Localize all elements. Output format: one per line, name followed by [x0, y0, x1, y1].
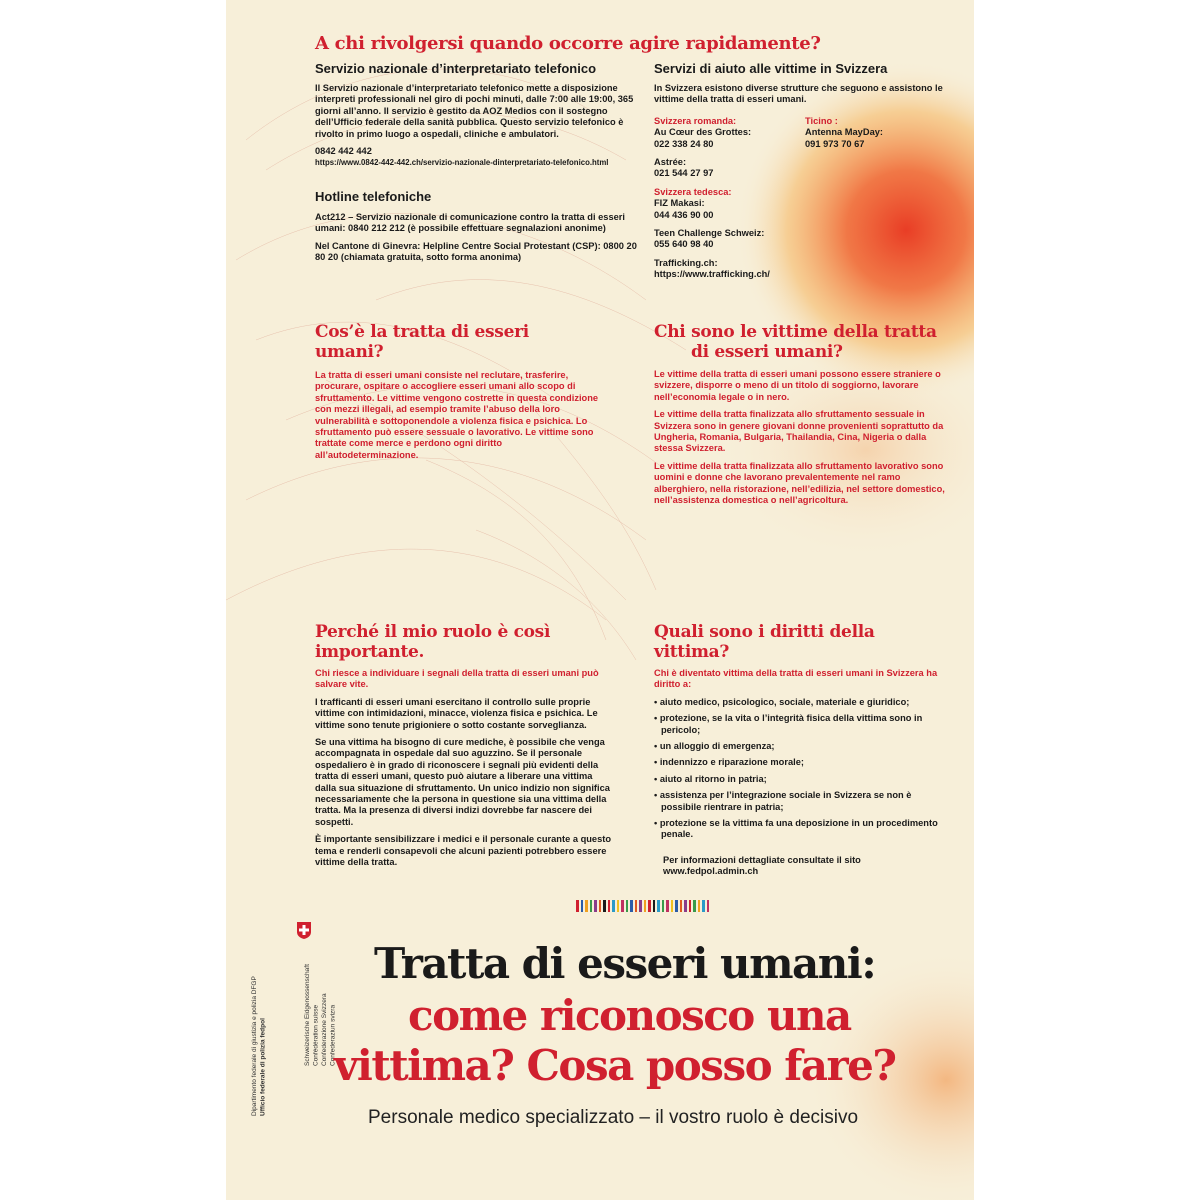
rights-more-url[interactable]: www.fedpol.admin.ch — [663, 866, 759, 877]
role-p1: I trafficanti di esseri umani esercitano il controllo sulle proprie vittime con intimidazioni, minacce, violenza fisica e psichica. Le vittime sono tenute prigioniere o sotto costante sorveglianza. — [315, 696, 598, 730]
hotline-section — [315, 189, 645, 270]
header-title: A chi rivolgersi quando occorre agire rapidamente? — [315, 33, 821, 54]
victim-services-grid — [654, 116, 954, 281]
federal-department: Dipartimento federale di giustizia e polizia DFGP — [251, 976, 258, 1116]
color-stripe-bar — [576, 900, 710, 912]
who-victims-p2: Le vittime della tratta finalizzata allo sfruttamento sessuale in Svizzera sono in genere giovani donne provenienti soprattutto da Ungheria, Romania, Bulgaria, Thailandia, Cina, Nigeria o dalla stessa Svizzera. — [654, 409, 944, 454]
hotline-geneva: Nel Cantone di Ginevra: Helpline Centre Social Protestant (CSP): 0800 20 80 20 (chiamata gratuita, sotto forma anonima) — [315, 240, 637, 263]
trafficking-name: Trafficking.ch: — [654, 257, 718, 268]
main-title-line3: vittima? Cosa posso fare? — [334, 1041, 896, 1090]
rights-section — [654, 622, 949, 878]
poster — [226, 0, 974, 1200]
who-victims-section — [654, 322, 954, 512]
romanda-label: Svizzera romanda: — [654, 115, 737, 126]
victim-services-section — [654, 61, 954, 281]
astree-phone: 021 544 27 97 — [654, 168, 714, 179]
fiz-phone: 044 436 90 00 — [654, 209, 714, 220]
hotline-act212: Act212 – Servizio nazionale di comunicazione contro la tratta di esseri umani: 0840 212 212 (è possibile effettuare segnalazioni anonime) — [315, 212, 625, 234]
stripe-group — [576, 900, 709, 912]
fiz-name: FIZ Makasi: — [654, 198, 705, 209]
hotline-heading: Hotline telefoniche — [315, 189, 432, 204]
federal-office: Ufficio federale di polizia fedpol — [259, 1018, 267, 1116]
rights-lead: Chi è diventato vittima della tratta di esseri umani in Svizzera ha diritto a: — [654, 668, 938, 690]
trafficking-url[interactable]: https://www.trafficking.ch/ — [654, 269, 770, 280]
who-victims-heading-line1: Chi sono le vittime della tratta — [654, 322, 937, 342]
mayday-name: Antenna MayDay: — [805, 127, 884, 138]
rights-item: • aiuto al ritorno in patria; — [654, 773, 767, 784]
coeur-phone: 022 338 24 80 — [654, 138, 714, 149]
victim-services-heading: Servizi di aiuto alle vittime in Svizzera — [654, 61, 888, 76]
federal-department-block — [251, 946, 268, 1116]
role-heading-line1: Perché il mio ruolo è così — [315, 622, 551, 642]
ticino-label: Ticino : — [805, 115, 838, 126]
victim-services-intro: In Svizzera esistono diverse strutture che seguono e assistono le vittime della tratta di esseri umani. — [654, 83, 943, 105]
who-victims-p1: Le vittime della tratta di esseri umani possono essere straniere o svizzere, disporre o meno di un titolo di soggiorno, lavorare nell’economia legale o in nero. — [654, 369, 941, 402]
rights-heading-line2: vittima? — [654, 642, 730, 662]
coeur-name: Au Cœur des Grottes: — [654, 127, 752, 138]
role-p2: Se una vittima ha bisogno di cure mediche, è possibile che venga accompagnata in ospedale dal suo aguzzino. Se il personale ospedaliero è in grado di riconoscere i segnali più evidenti della tratta di esseri umani, questo può aiutare a liberare una vittima dalla sua situazione di sfruttamento. Un unico indizio non significa necessariamente che la persona in questione sia una vittima della tratta. Ma la presenza di diversi indizi dovrebbe far nascere dei sospetti. — [315, 737, 610, 827]
federal-name-de: Schweizerische Eidgenossenschaft — [304, 964, 311, 1066]
interpreting-phone: 0842 442 442 — [315, 146, 372, 157]
swiss-cross-icon — [296, 922, 312, 939]
federal-name-fr: Confédération suisse — [312, 1004, 320, 1066]
federal-name-block — [304, 946, 338, 1066]
role-p3: È importante sensibilizzare i medici e il personale curante a questo tema e renderli consapevoli che alcuni pazienti potrebbero essere vittime della tratta. — [315, 834, 612, 868]
who-victims-heading-line2: di esseri umani? — [691, 342, 843, 362]
victim-services-col-right — [805, 116, 945, 281]
rights-item: • un alloggio di emergenza; — [654, 741, 775, 752]
rights-more-info: Per informazioni dettagliate consultate il sito — [663, 854, 861, 865]
teen-name: Teen Challenge Schweiz: — [654, 228, 765, 239]
teen-phone: 055 640 98 40 — [654, 239, 714, 250]
role-section — [315, 622, 613, 875]
rights-item: • protezione se la vittima fa una deposizione in un procedimento penale. — [654, 818, 938, 840]
what-is-section — [315, 322, 600, 467]
rights-item: • protezione, se la vita o l’integrità fisica della vittima sono in pericolo; — [654, 713, 923, 735]
victim-services-col-left — [654, 116, 805, 281]
interpreting-url[interactable]: https://www.0842-442-442.ch/servizio-nazionale-dinterpretariato-telefonico.html — [315, 158, 609, 168]
role-lead: Chi riesce a individuare i segnali della tratta di esseri umani può salvare vite. — [315, 668, 599, 690]
federal-name-rm: Confederaziun svizra — [329, 1004, 337, 1066]
what-is-heading: Cos’è la tratta di esseri umani? — [315, 322, 529, 362]
rights-item: • indennizzo e riparazione morale; — [654, 757, 804, 768]
federal-name-it: Confederazione Svizzera — [321, 993, 328, 1066]
main-subtitle: Personale medico specializzato – il vostro ruolo è decisivo — [368, 1107, 859, 1128]
main-title-line1: Tratta di esseri umani: — [374, 939, 876, 988]
interpreting-section — [315, 61, 645, 169]
rights-item: • assistenza per l’integrazione sociale in Svizzera se non è possibile rientrare in patria; — [654, 790, 912, 812]
what-is-body: La tratta di esseri umani consiste nel reclutare, trasferire, procurare, ospitare o accogliere esseri umani allo scopo di sfruttamento. Le vittime vengono costrette in questa condizione con mezzi illegali, ad esempio tramite l’abuso della loro vulnerabilità e sottoponendole a violenza fisica e psichica. Lo sfruttamento può essere sessuale o lavorativo. Le vittime sono trattate come merce e perdono ogni diritto all’autodeterminazione. — [315, 370, 599, 460]
rights-heading-line1: Quali sono i diritti della — [654, 622, 875, 642]
rights-item: • aiuto medico, psicologico, sociale, materiale e giuridico; — [654, 696, 910, 707]
rights-list — [654, 697, 949, 841]
interpreting-body: Il Servizio nazionale d’interpretariato telefonico mette a disposizione interpreti professionali nel giro di pochi minuti, dalle 7:00 alle 19:00, 365 giorni all’anno. Il servizio è gestito da AOZ Medios con il sostegno dell’Ufficio federale della sanità pubblica. Questo servizio telefonico è rivolto in primo luogo a ospedali, cliniche e ambulatori. — [315, 83, 634, 139]
interpreting-heading: Servizio nazionale d’interpretariato telefonico — [315, 61, 597, 76]
role-heading-line2: importante. — [315, 642, 425, 662]
main-title-line2: come riconosco una — [408, 991, 851, 1040]
tedesca-label: Svizzera tedesca: — [654, 186, 732, 197]
astree-name: Astrée: — [654, 157, 687, 168]
who-victims-p3: Le vittime della tratta finalizzata allo sfruttamento lavorativo sono uomini e donne che lavorano prevalentemente nel ramo alberghiero, nella ristorazione, nell’edilizia, nel settore domestico, nell’assistenza domestica o nell’agricoltura. — [654, 460, 945, 506]
mayday-phone: 091 973 70 67 — [805, 138, 865, 149]
